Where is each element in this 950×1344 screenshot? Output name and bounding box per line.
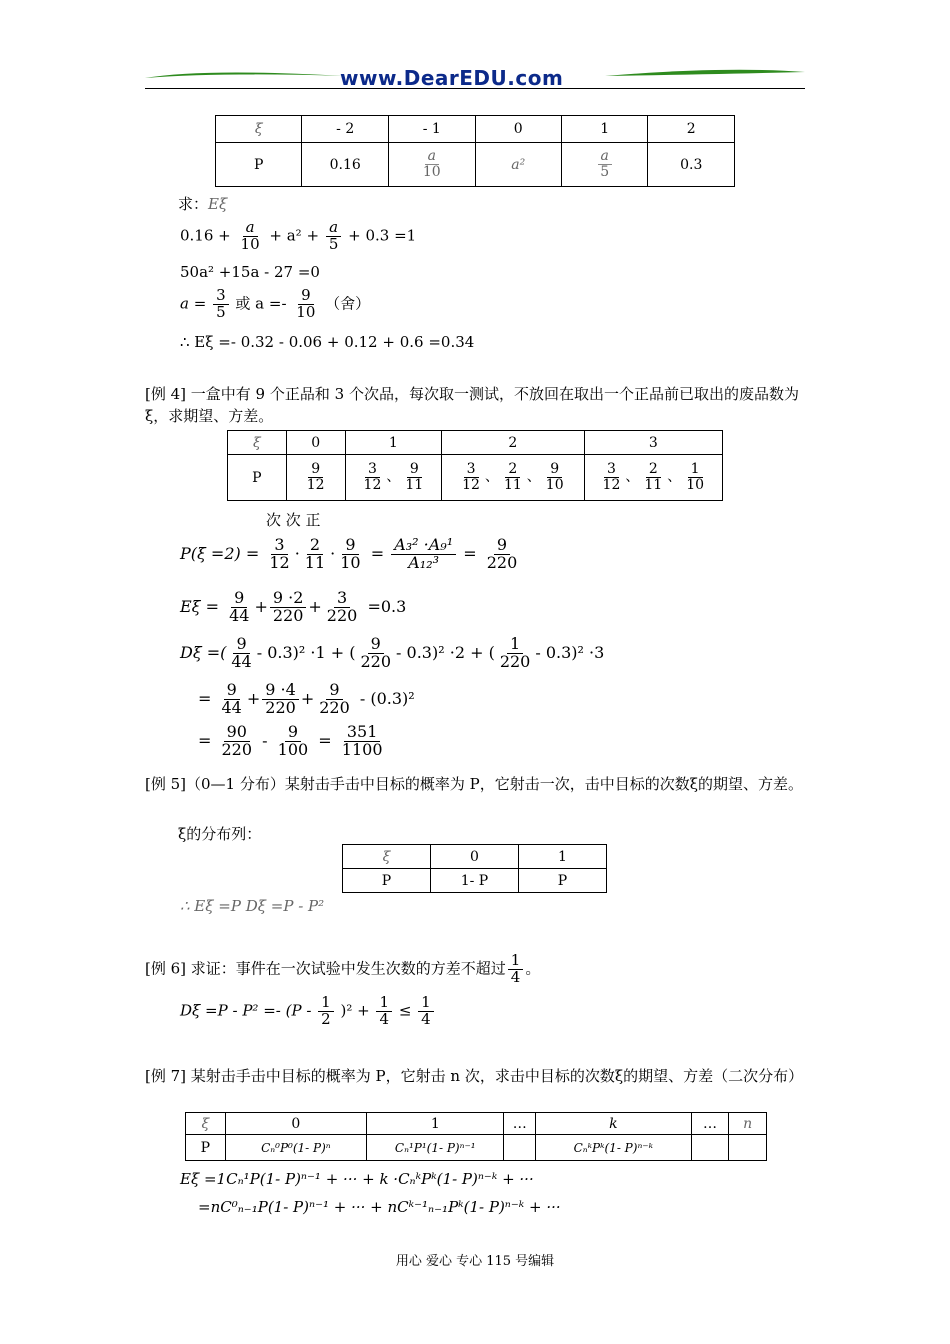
equation-line: Dξ =( $\frac{9}{44}$ - 0.3)² ·1 + ( $\frac{9}{220}$ - 0.3)² ·2 + ( $\frac{1}{220}$ - 0.3)² ·3 xyxy=(180,634,605,671)
table-cell: P xyxy=(216,143,302,187)
equation-line: P(ξ =2) = $\frac{3}{12}$ · $\frac{2}{11}$ · $\frac{9}{10}$ = $\frac{\text{A₃² ·A₉¹}}{\text{A₁₂³}}$ = $\frac{9}{220}$ xyxy=(180,535,518,572)
table-cell: 0.3 xyxy=(648,143,735,187)
table-cell: ξ xyxy=(343,845,431,869)
equation-line: = $\frac{9}{44}$ + $\frac{9 \cdot 4}{220}$ + $\frac{9}{220}$ - (0.3)² xyxy=(198,680,415,717)
distribution-table-3 xyxy=(342,844,607,893)
header-rule xyxy=(145,88,805,89)
equation-line: 50a² +15a - 27 =0 xyxy=(180,263,320,281)
table-cell: 0 xyxy=(430,845,518,869)
table-cell: 3 xyxy=(584,431,722,455)
table-cell: $\frac{9}{12}$ xyxy=(286,455,345,501)
header-swoosh-left xyxy=(145,68,345,82)
table-cell: 1 xyxy=(367,1113,504,1135)
distribution-table-1 xyxy=(215,115,735,187)
table-cell: P xyxy=(186,1135,226,1161)
table-cell: 1- P xyxy=(430,869,518,893)
table-cell: k xyxy=(535,1113,691,1135)
annotation-note: 次 次 正 xyxy=(266,511,321,529)
table-cell: $\frac{3}{12}$ 、 $\frac{9}{11}$ xyxy=(345,455,442,501)
example-5-text: [例 5]（0—1 分布）某射击手击中目标的概率为 P，它射击一次，击中目标的次数ξ的期望、方差。 xyxy=(145,775,803,793)
table-cell: 0 xyxy=(225,1113,366,1135)
equation-line: ∴ Eξ =- 0.32 - 0.06 + 0.12 + 0.6 =0.34 xyxy=(180,333,475,351)
table-cell: ξ xyxy=(216,116,302,143)
table-cell: 1 xyxy=(519,845,607,869)
table-cell: 2 xyxy=(648,116,735,143)
table-cell xyxy=(691,1135,729,1161)
table-cell: ξ xyxy=(186,1113,226,1135)
example-7-text: [例 7] 某射击手击中目标的概率为 P，它射击 n 次，求击中目标的次数ξ的期望、方差（二次分布） xyxy=(145,1067,804,1085)
table-cell: - 2 xyxy=(302,116,389,143)
table-cell: 0 xyxy=(475,116,561,143)
equation-line: = $\frac{90}{220}$ - $\frac{9}{100}$ = $\frac{351}{1100}$ xyxy=(198,722,383,759)
table-cell: Cₙ¹P¹(1- P)ⁿ⁻¹ xyxy=(367,1135,504,1161)
equation-line: Dξ =P - P² =- (P - $\frac{1}{2}$ )² + $\frac{1}{4}$ ≤ $\frac{1}{4}$ xyxy=(180,995,436,1028)
table-cell: … xyxy=(691,1113,729,1135)
page-footer: 用心 爱心 专心 115 号编辑 xyxy=(395,1254,555,1269)
distribution-table-4 xyxy=(185,1112,767,1161)
table-cell: - 1 xyxy=(388,116,475,143)
equation-line: =nC⁰ₙ₋₁P(1- P)ⁿ⁻¹ + ··· + nCᵏ⁻¹ₙ₋₁Pᵏ(1- P)ⁿ⁻ᵏ + ··· xyxy=(198,1198,561,1216)
table-cell xyxy=(504,1135,536,1161)
equation-line: 0.16 + $\frac{a}{10}$ + a² + $\frac{a}{5}$ + 0.3 =1 xyxy=(180,218,417,253)
header-swoosh-right xyxy=(605,68,805,82)
equation-line: a = $\frac{3}{5}$ 或 a =- $\frac{9}{10}$ （舍） xyxy=(180,286,371,321)
table-cell: $\frac{a}{10}$ xyxy=(388,143,475,187)
ask-line: 求：Eξ xyxy=(178,195,228,213)
table-cell: 1 xyxy=(345,431,442,455)
example-4-text: [例 4] 一盒中有 9 个正品和 3 个次品，每次取一测试，不放回在取出一个正品前已取出的废品数为ξ，求期望、方差。 xyxy=(145,385,799,425)
table-cell: 2 xyxy=(442,431,584,455)
distribution-label: ξ的分布列： xyxy=(178,825,262,843)
table-cell: ξ xyxy=(228,431,287,455)
table-cell: P xyxy=(228,455,287,501)
table-cell: … xyxy=(504,1113,536,1135)
table-cell: P xyxy=(343,869,431,893)
equation-line: Eξ = $\frac{9}{44}$ + $\frac{9 \cdot 2}{220}$ + $\frac{3}{220}$ =0.3 xyxy=(180,588,407,625)
table-cell: $\frac{a}{5}$ xyxy=(561,143,647,187)
table-cell: a² xyxy=(475,143,561,187)
distribution-table-2 xyxy=(227,430,723,501)
table-cell: 1 xyxy=(561,116,647,143)
table-cell: CₙᵏPᵏ(1- P)ⁿ⁻ᵏ xyxy=(535,1135,691,1161)
table-cell: 0 xyxy=(286,431,345,455)
site-logo: www.DearEDU.com xyxy=(340,66,564,90)
table-cell xyxy=(729,1135,767,1161)
table-cell: $\frac{3}{12}$ 、 $\frac{2}{11}$ 、 $\frac{1}{10}$ xyxy=(584,455,722,501)
table-cell: $\frac{3}{12}$ 、 $\frac{2}{11}$ 、 $\frac{9}{10}$ xyxy=(442,455,584,501)
example-6-text: [例 6] 求证：事件在一次试验中发生次数的方差不超过 $\frac{1}{4}$ 。 xyxy=(145,951,541,986)
table-cell: P xyxy=(519,869,607,893)
equation-line: Eξ =1Cₙ¹P(1- P)ⁿ⁻¹ + ··· + k ·CₙᵏPᵏ(1- P)ⁿ⁻ᵏ + ··· xyxy=(180,1170,534,1188)
table-cell: 0.16 xyxy=(302,143,389,187)
table-cell: Cₙ⁰P⁰(1- P)ⁿ xyxy=(225,1135,366,1161)
table-cell: n xyxy=(729,1113,767,1135)
equation-line: ∴ Eξ =P Dξ =P - P² xyxy=(180,897,325,915)
